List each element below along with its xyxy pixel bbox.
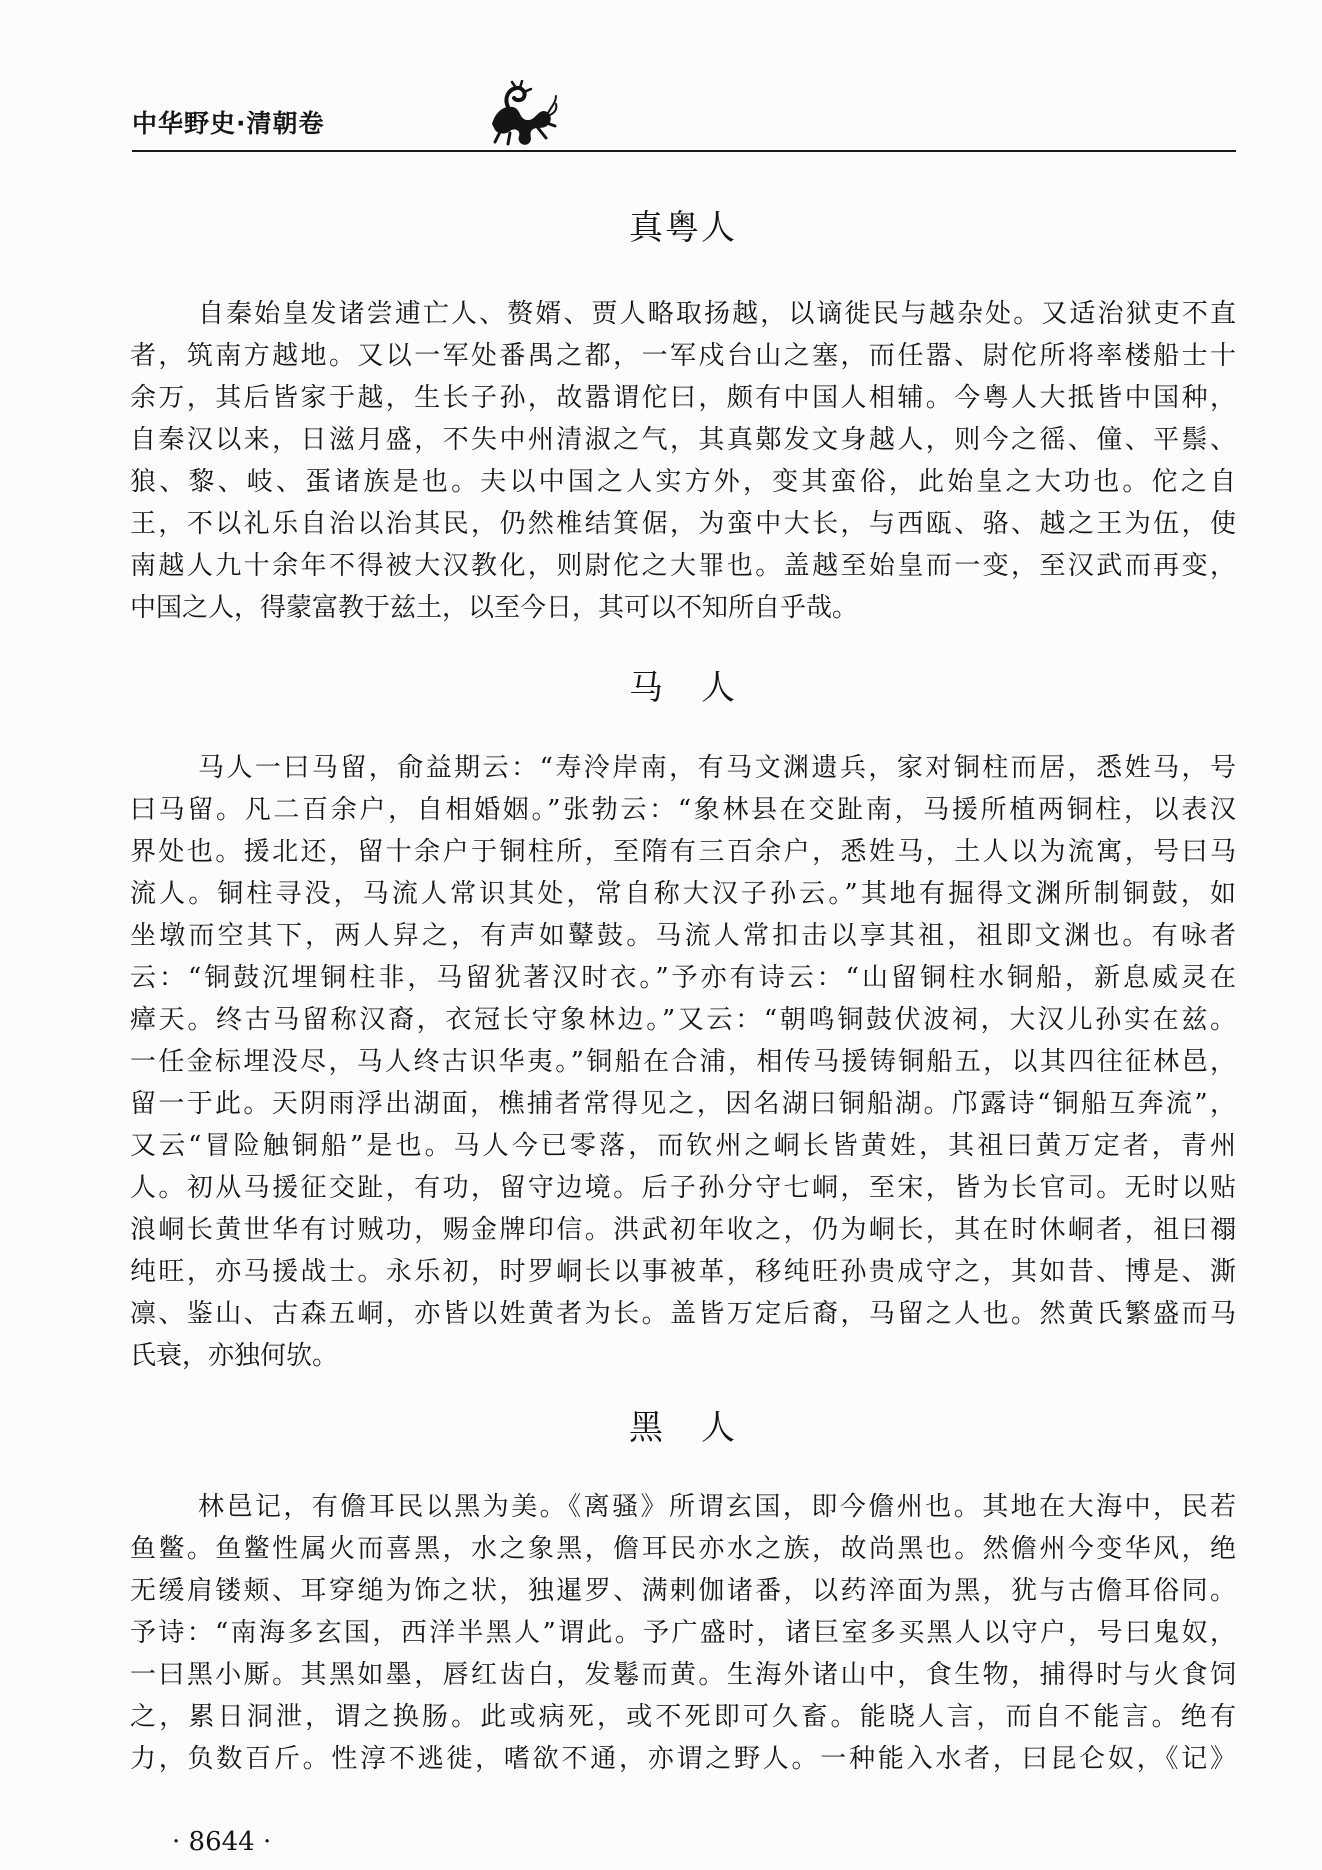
paragraph-line: 流人。铜柱寻没，马流人常识其处，常自称大汉子孙云。”其地有掘得文渊所制铜鼓，如 [130, 879, 1236, 909]
paragraph-line: 鱼鳖。鱼鳖性属火而喜黑，水之象黑，儋耳民亦水之族，故尚黑也。然儋州今变华风，绝 [130, 1534, 1236, 1564]
paragraph [130, 293, 1236, 629]
paragraph-line: 又云“冒险触铜船”是也。马人今已零落，而钦州之峒长皆黄姓，其祖曰黄万定者，青州 [130, 1131, 1236, 1161]
paragraph-line: 曰马留。凡二百余户，自相婚姻。”张勃云：“象林县在交趾南，马援所植两铜柱，以表汉 [130, 795, 1236, 825]
page-number: · 8644 · [172, 1827, 272, 1857]
section-title: 马 人 [629, 668, 737, 708]
paragraph-line: 氏衰，亦独何欤。 [130, 1341, 339, 1371]
paragraph-line: 余万，其后皆家于越，生长子孙，故嚣谓佗曰，颇有中国人相辅。今粤人大抵皆中国种， [130, 383, 1236, 413]
paragraph-line: 狼、黎、岐、蛋诸族是也。夫以中国之人实方外，变其蛮俗，此始皇之大功也。佗之自 [130, 467, 1236, 497]
paragraph-line: 人。初从马援征交趾，有功，留守边境。后子孙分守七峒，至宋，皆为长官司。无时以贴 [130, 1173, 1236, 1203]
paragraph-line: 自秦汉以来，日滋月盛，不失中州清淑之气，其真鄚发文身越人，则今之徭、僮、平鬃、 [130, 425, 1236, 455]
paragraph-line: 界处也。援北还，留十余户于铜柱所，至隋有三百余户，悉姓马，土人以为流寓，号曰马 [130, 837, 1236, 867]
paragraph-line: 中国之人，得蒙富教于兹土，以至今日，其可以不知所自乎哉。 [130, 593, 859, 623]
paragraph-line: 王，不以礼乐自治以治其民，仍然椎结箕倨，为蛮中大长，与西瓯、骆、越之王为伍，使 [130, 509, 1236, 539]
book-title: 中华野史·清朝卷 [132, 109, 325, 138]
paragraph-line: 林邑记，有儋耳民以黑为美。《离骚》所谓玄国，即今儋州也。其地在大海中，民若 [198, 1492, 1236, 1522]
dragon-icon [486, 80, 558, 150]
paragraph [130, 747, 1236, 1377]
paragraph-line: 马人一曰马留，俞益期云：“寿泠岸南，有马文渊遗兵，家对铜柱而居，悉姓马，号 [198, 753, 1236, 783]
paragraph-line: 云：“铜鼓沉埋铜柱非，马留犹著汉时衣。”予亦有诗云：“山留铜柱水铜船，新息威灵在 [130, 963, 1236, 993]
paragraph-line: 无缓肩镂颊、耳穿缒为饰之状，独暹罗、满剌伽诸番，以药淬面为黑，犹与古儋耳俗同。 [130, 1576, 1236, 1606]
section-title: 黑 人 [629, 1408, 737, 1448]
paragraph-line: 一曰黑小厮。其黑如墨，唇红齿白，发鬈而黄。生海外诸山中，食生物，捕得时与火食饲 [130, 1660, 1236, 1690]
paragraph-line: 予诗：“南海多玄国，西洋半黑人”谓此。予广盛时，诸巨室多买黑人以守户，号曰鬼奴， [130, 1618, 1236, 1648]
paragraph-line: 者，筑南方越地。又以一军处番禺之都，一军戍台山之塞，而任嚣、尉佗所将率楼船士十 [130, 341, 1236, 371]
header-rule [132, 150, 1236, 152]
paragraph-line: 自秦始皇发诸尝逋亡人、赘婿、贾人略取扬越，以谪徙民与越杂处。又适治狱吏不直 [198, 299, 1236, 329]
section-title: 真粤人 [629, 208, 737, 248]
paragraph-line: 瘴天。终古马留称汉裔，衣冠长守象林边。”又云：“朝鸣铜鼓伏波祠，大汉儿孙实在兹。 [130, 1005, 1236, 1035]
paragraph-line: 留一于此。天阴雨浮出湖面，樵捕者常得见之，因名湖曰铜船湖。邝露诗“铜船互奔流”， [130, 1089, 1236, 1119]
paragraph [130, 1486, 1236, 1780]
paragraph-line: 浪峒长黄世华有讨贼功，赐金牌印信。洪武初年收之，仍为峒长，其在时休峒者，祖曰禤 [130, 1215, 1236, 1245]
paragraph-line: 一任金标埋没尽，马人终古识华夷。”铜船在合浦，相传马援铸铜船五，以其四往征林邑， [130, 1047, 1236, 1077]
paragraph-line: 南越人九十余年不得被大汉教化，则尉佗之大罪也。盖越至始皇而一变，至汉武而再变， [130, 551, 1236, 581]
paragraph-line: 纯旺，亦马援战士。永乐初，时罗峒长以事被革，移纯旺孙贵成守之，其如昔、博是、澌 [130, 1257, 1236, 1287]
paragraph-line: 之，累日洞泄，谓之换肠。此或病死，或不死即可久畜。能晓人言，而自不能言。绝有 [130, 1702, 1236, 1732]
paragraph-line: 力，负数百斤。性淳不逃徙，嗜欲不通，亦谓之野人。一种能入水者，曰昆仑奴，《记》 [130, 1744, 1236, 1774]
paragraph-line: 坐墩而空其下，两人舁之，有声如鼙鼓。马流人常扣击以享其祖，祖即文渊也。有咏者 [130, 921, 1236, 951]
paragraph-line: 凛、鉴山、古森五峒，亦皆以姓黄者为长。盖皆万定后裔，马留之人也。然黄氏繁盛而马 [130, 1299, 1236, 1329]
